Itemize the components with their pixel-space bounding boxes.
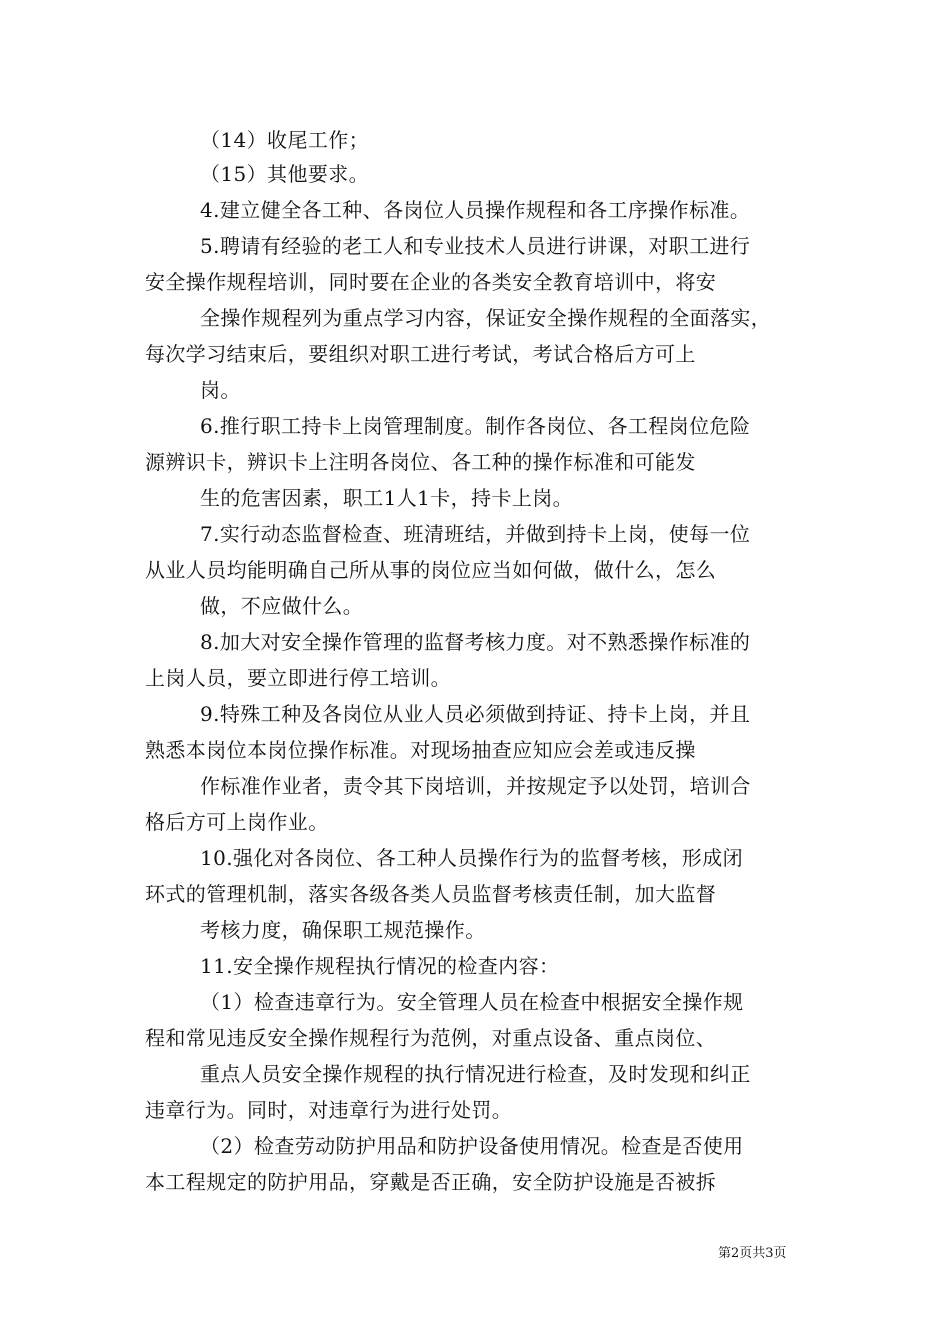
text-line: 安全操作规程培训，同时要在企业的各类安全教育培训中，将安 bbox=[145, 270, 717, 294]
text-line: 重点人员安全操作规程的执行情况进行检查，及时发现和纠正 bbox=[200, 1062, 751, 1086]
text-line: 从业人员均能明确自己所从事的岗位应当如何做，做什么，怎么 bbox=[145, 558, 717, 582]
text-line: （2）检查劳动防护用品和防护设备使用情况。检查是否使用 bbox=[200, 1134, 744, 1158]
text-line: 每次学习结束后，要组织对职工进行考试，考试合格后方可上 bbox=[145, 342, 696, 366]
text-line: 4.建立健全各工种、各岗位人员操作规程和各工序操作标准。 bbox=[200, 198, 751, 222]
text-line: 5.聘请有经验的老工人和专业技术人员进行讲课，对职工进行 bbox=[200, 234, 751, 258]
text-line: 11.安全操作规程执行情况的检查内容： bbox=[200, 954, 560, 978]
text-line: 岗。 bbox=[200, 378, 241, 402]
text-line: 格后方可上岗作业。 bbox=[145, 810, 329, 834]
text-line: 环式的管理机制，落实各级各类人员监督考核责任制，加大监督 bbox=[145, 882, 717, 906]
text-line: 程和常见违反安全操作规程行为范例，对重点设备、重点岗位、 bbox=[145, 1026, 717, 1050]
text-line: 7.实行动态监督检查、班清班结，并做到持卡上岗，使每一位 bbox=[200, 522, 751, 546]
text-line: 作标准作业者，责令其下岗培训，并按规定予以处罚，培训合 bbox=[200, 774, 751, 798]
text-line: （15）其他要求。 bbox=[200, 162, 370, 186]
text-line: 10.强化对各岗位、各工种人员操作行为的监督考核，形成闭 bbox=[200, 846, 744, 870]
text-line: 源辨识卡，辨识卡上注明各岗位、各工种的操作标准和可能发 bbox=[145, 450, 696, 474]
text-line: 熟悉本岗位本岗位操作标准。对现场抽查应知应会差或违反操 bbox=[145, 738, 696, 762]
text-line: 6.推行职工持卡上岗管理制度。制作各岗位、各工程岗位危险 bbox=[200, 414, 751, 438]
text-line: 做，不应做什么。 bbox=[200, 594, 364, 618]
text-line: 全操作规程列为重点学习内容，保证安全操作规程的全面落实， bbox=[200, 306, 772, 330]
text-line: 违章行为。同时，对违章行为进行处罚。 bbox=[145, 1098, 513, 1122]
page-number: 第2页共3页 bbox=[718, 1246, 787, 1261]
text-line: 9.特殊工种及各岗位从业人员必须做到持证、持卡上岗，并且 bbox=[200, 702, 751, 726]
text-line: （14）收尾工作； bbox=[200, 128, 370, 152]
text-line: 生的危害因素，职工1人1卡，持卡上岗。 bbox=[200, 486, 574, 510]
text-line: 上岗人员，要立即进行停工培训。 bbox=[145, 666, 451, 690]
text-line: 考核力度，确保职工规范操作。 bbox=[200, 918, 486, 942]
text-line: （1）检查违章行为。安全管理人员在检查中根据安全操作规 bbox=[200, 990, 744, 1014]
text-line: 8.加大对安全操作管理的监督考核力度。对不熟悉操作标准的 bbox=[200, 630, 751, 654]
text-line: 本工程规定的防护用品，穿戴是否正确，安全防护设施是否被拆 bbox=[145, 1170, 717, 1194]
